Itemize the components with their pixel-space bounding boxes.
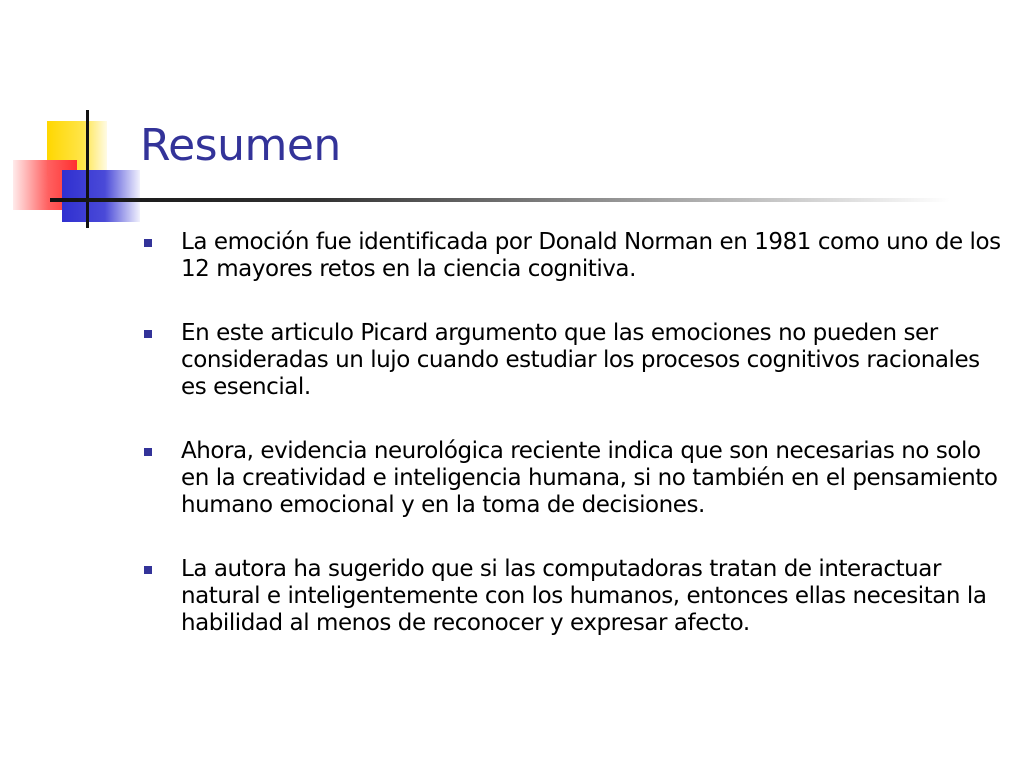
bullet-text: La emoción fue identificada por Donald Norman en 1981 como uno de los 12 mayores retos en la ciencia cognitiva. (181, 229, 1001, 282)
vertical-rule-decoration (86, 110, 89, 228)
square-bullet-icon (144, 239, 152, 247)
blue-square-decoration (62, 170, 140, 222)
bullet-item (144, 438, 1004, 519)
decorative-logo-block (0, 0, 150, 240)
bullet-item (144, 320, 1004, 401)
bullet-list (144, 229, 1004, 674)
square-bullet-icon (144, 330, 152, 338)
slide-title: Resumen (140, 120, 341, 171)
square-bullet-icon (144, 448, 152, 456)
bullet-text: En este articulo Picard argumento que las emociones no pueden ser consideradas un lujo cuando estudiar los procesos cognitivos racionales es esencial. (181, 320, 980, 400)
bullet-item (144, 556, 1004, 637)
square-bullet-icon (144, 566, 152, 574)
bullet-text: La autora ha sugerido que si las computadoras tratan de interactuar natural e inteligentemente con los humanos, entonces ellas necesitan la habilidad al menos de reconocer y expresar afecto. (181, 556, 987, 636)
title-underline-rule (50, 198, 950, 202)
bullet-text: Ahora, evidencia neurológica reciente indica que son necesarias no solo en la creatividad e inteligencia humana, si no también en el pensamiento humano emocional y en la toma de decisiones. (181, 438, 998, 518)
bullet-item (144, 229, 1004, 283)
